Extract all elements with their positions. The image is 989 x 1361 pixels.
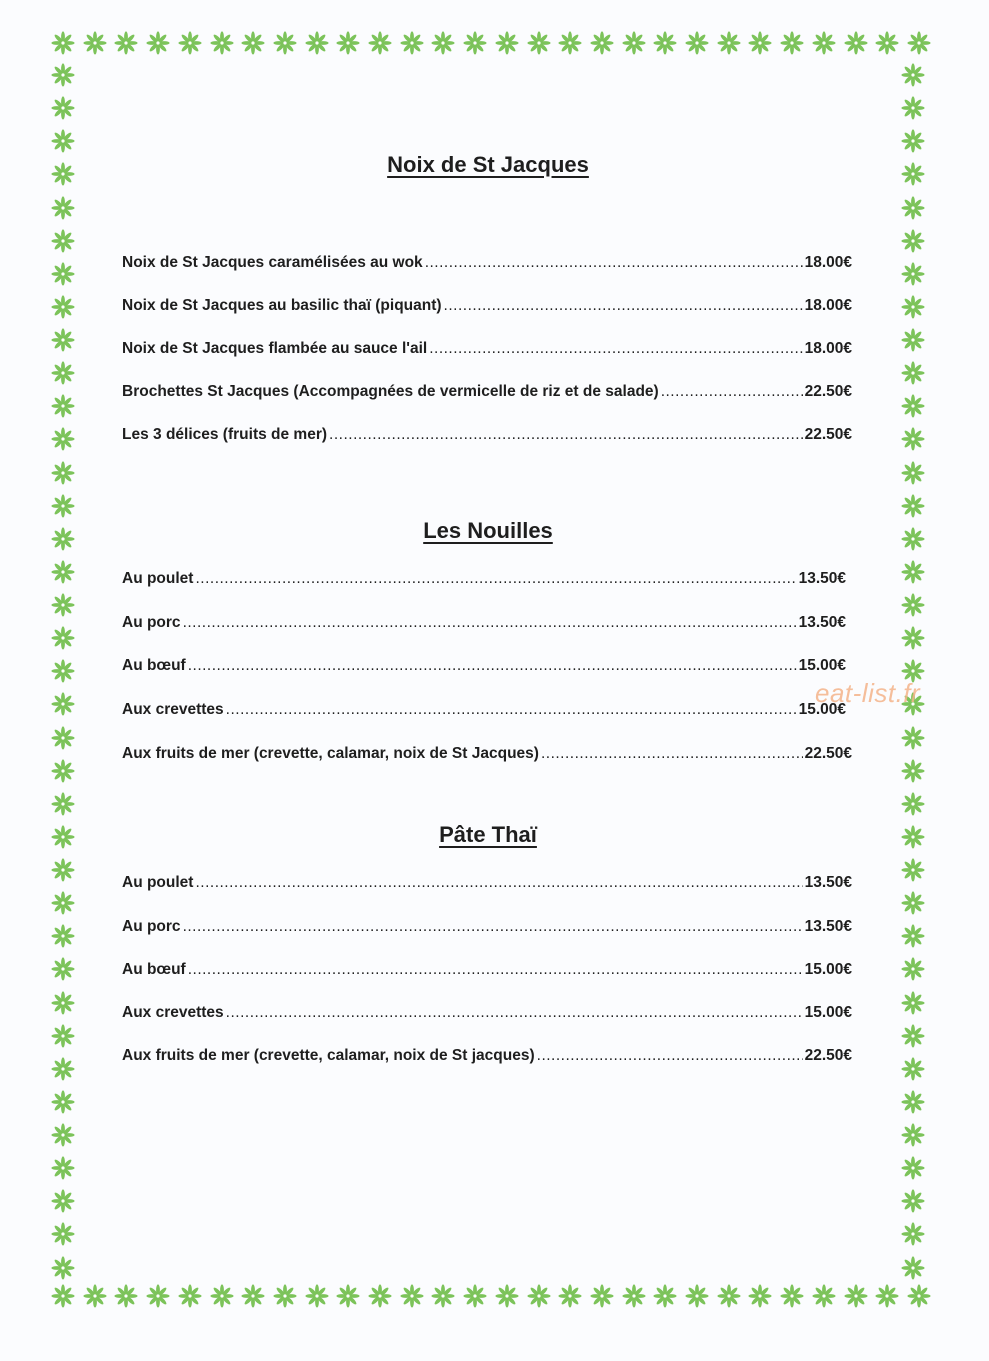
- flower-icon: [900, 294, 926, 320]
- flower-icon: [900, 1089, 926, 1115]
- flower-icon: [494, 1283, 520, 1309]
- flower-icon: [874, 30, 900, 56]
- border-top: [50, 30, 932, 60]
- flower-icon: [874, 1283, 900, 1309]
- flower-icon: [50, 360, 76, 386]
- leader-dots: [329, 426, 803, 444]
- item-price: 15.00€: [804, 961, 852, 978]
- flower-icon: [900, 195, 926, 221]
- item-name: Au bœuf: [122, 657, 186, 674]
- item-name: Aux fruits de mer (crevette, calamar, noix de St Jacques): [122, 745, 539, 762]
- leader-dots: [226, 1004, 803, 1022]
- flower-icon: [50, 1122, 76, 1148]
- item-price: 22.50€: [804, 745, 852, 762]
- flower-icon: [779, 30, 805, 56]
- flower-icon: [50, 625, 76, 651]
- flower-icon: [900, 95, 926, 121]
- item-name: Noix de St Jacques caramélisées au wok: [122, 254, 423, 271]
- flower-icon: [82, 30, 108, 56]
- item-price: 15.00€: [798, 657, 846, 674]
- flower-icon: [50, 791, 76, 817]
- flower-icon: [50, 691, 76, 717]
- leader-dots: [429, 340, 802, 358]
- flower-icon: [50, 1255, 76, 1281]
- flower-icon: [50, 95, 76, 121]
- flower-icon: [900, 890, 926, 916]
- flower-icon: [906, 30, 932, 56]
- leader-dots: [537, 1047, 803, 1065]
- menu-item: [122, 961, 852, 979]
- menu-item: [122, 1047, 852, 1065]
- leader-dots: [195, 874, 802, 892]
- flower-icon: [843, 30, 869, 56]
- item-price: 13.50€: [798, 570, 846, 587]
- section-title-les-nouilles: Les Nouilles: [423, 518, 553, 543]
- flower-icon: [113, 30, 139, 56]
- flower-icon: [82, 1283, 108, 1309]
- leader-dots: [188, 657, 797, 675]
- flower-icon: [367, 30, 393, 56]
- flower-icon: [50, 1056, 76, 1082]
- flower-icon: [900, 1122, 926, 1148]
- flower-icon: [335, 30, 361, 56]
- flower-icon: [526, 1283, 552, 1309]
- flower-icon: [900, 625, 926, 651]
- flower-icon: [900, 1221, 926, 1247]
- flower-icon: [900, 1255, 926, 1281]
- flower-icon: [50, 1283, 76, 1309]
- flower-icon: [272, 1283, 298, 1309]
- leader-dots: [444, 297, 803, 315]
- flower-icon: [900, 592, 926, 618]
- flower-icon: [335, 1283, 361, 1309]
- leader-dots: [195, 570, 796, 588]
- section-title-pate-thai: Pâte Thaï: [439, 822, 537, 847]
- flower-icon: [747, 30, 773, 56]
- flower-icon: [900, 228, 926, 254]
- flower-icon: [900, 360, 926, 386]
- item-name: Noix de St Jacques au basilic thaï (piquant): [122, 297, 442, 314]
- item-name: Au porc: [122, 918, 181, 935]
- flower-icon: [811, 1283, 837, 1309]
- flower-icon: [50, 228, 76, 254]
- flower-icon: [900, 1155, 926, 1181]
- flower-icon: [716, 30, 742, 56]
- menu-item: [122, 918, 852, 936]
- flower-icon: [900, 1188, 926, 1214]
- flower-icon: [50, 1089, 76, 1115]
- item-name: Au bœuf: [122, 961, 186, 978]
- flower-icon: [50, 1155, 76, 1181]
- flower-icon: [50, 30, 76, 56]
- flower-icon: [462, 1283, 488, 1309]
- flower-icon: [526, 30, 552, 56]
- flower-icon: [50, 890, 76, 916]
- flower-icon: [900, 1056, 926, 1082]
- flower-icon: [50, 857, 76, 883]
- flower-icon: [50, 493, 76, 519]
- flower-icon: [50, 990, 76, 1016]
- flower-icon: [113, 1283, 139, 1309]
- flower-icon: [900, 261, 926, 287]
- item-name: Brochettes St Jacques (Accompagnées de vermicelle de riz et de salade): [122, 383, 659, 400]
- item-price: 15.00€: [798, 701, 846, 718]
- menu-item: [122, 570, 846, 588]
- flower-icon: [50, 261, 76, 287]
- flower-icon: [50, 1188, 76, 1214]
- flower-icon: [900, 857, 926, 883]
- flower-icon: [906, 1283, 932, 1309]
- flower-icon: [50, 592, 76, 618]
- leader-dots: [183, 614, 797, 632]
- flower-icon: [900, 791, 926, 817]
- leader-dots: [226, 701, 797, 719]
- item-price: 22.50€: [804, 1047, 852, 1064]
- item-name: Au poulet: [122, 874, 194, 891]
- flower-icon: [50, 923, 76, 949]
- flower-icon: [50, 1023, 76, 1049]
- flower-icon: [652, 1283, 678, 1309]
- section-title-noix-de-st-jacques: Noix de St Jacques: [387, 152, 589, 177]
- item-price: 18.00€: [804, 340, 852, 357]
- item-name: Aux crevettes: [122, 1004, 224, 1021]
- menu-item: [122, 254, 852, 272]
- flower-icon: [684, 30, 710, 56]
- item-name: Aux crevettes: [122, 701, 224, 718]
- item-price: 22.50€: [804, 426, 852, 443]
- menu-item: [122, 701, 846, 719]
- border-right: [900, 62, 930, 1281]
- flower-icon: [50, 758, 76, 784]
- flower-icon: [900, 725, 926, 751]
- flower-icon: [50, 426, 76, 452]
- leader-dots: [188, 961, 803, 979]
- menu-item: [122, 745, 852, 763]
- flower-icon: [272, 30, 298, 56]
- flower-icon: [684, 1283, 710, 1309]
- flower-icon: [50, 460, 76, 486]
- flower-icon: [589, 30, 615, 56]
- flower-icon: [50, 195, 76, 221]
- flower-icon: [240, 1283, 266, 1309]
- flower-icon: [900, 559, 926, 585]
- flower-icon: [900, 62, 926, 88]
- flower-icon: [557, 1283, 583, 1309]
- item-name: Les 3 délices (fruits de mer): [122, 426, 328, 443]
- flower-icon: [50, 294, 76, 320]
- item-name: Au poulet: [122, 570, 194, 587]
- flower-icon: [50, 62, 76, 88]
- flower-icon: [145, 1283, 171, 1309]
- item-price: 18.00€: [804, 297, 852, 314]
- item-name: Aux fruits de mer (crevette, calamar, noix de St jacques): [122, 1047, 535, 1064]
- flower-icon: [589, 1283, 615, 1309]
- leader-dots: [425, 254, 803, 272]
- flower-icon: [900, 758, 926, 784]
- flower-icon: [747, 1283, 773, 1309]
- menu-item: [122, 874, 852, 892]
- item-price: 18.00€: [804, 254, 852, 271]
- flower-icon: [716, 1283, 742, 1309]
- flower-icon: [240, 30, 266, 56]
- flower-icon: [50, 1221, 76, 1247]
- leader-dots: [661, 383, 803, 401]
- flower-icon: [900, 128, 926, 154]
- watermark-text: eat-list.fr: [815, 678, 921, 708]
- flower-icon: [50, 725, 76, 751]
- flower-icon: [50, 393, 76, 419]
- flower-icon: [900, 327, 926, 353]
- flower-icon: [50, 956, 76, 982]
- flower-icon: [145, 30, 171, 56]
- flower-icon: [367, 1283, 393, 1309]
- menu-item: [122, 340, 852, 358]
- menu-item: [122, 383, 852, 401]
- flower-icon: [50, 128, 76, 154]
- flower-icon: [209, 30, 235, 56]
- flower-icon: [177, 30, 203, 56]
- flower-icon: [900, 460, 926, 486]
- leader-dots: [183, 918, 803, 936]
- flower-icon: [652, 30, 678, 56]
- flower-icon: [811, 30, 837, 56]
- flower-icon: [621, 30, 647, 56]
- flower-icon: [900, 426, 926, 452]
- flower-icon: [621, 1283, 647, 1309]
- flower-icon: [900, 393, 926, 419]
- border-bottom: [50, 1283, 932, 1313]
- flower-icon: [304, 30, 330, 56]
- leader-dots: [541, 745, 803, 763]
- flower-icon: [50, 559, 76, 585]
- flower-icon: [494, 30, 520, 56]
- border-left: [50, 62, 80, 1281]
- flower-icon: [900, 493, 926, 519]
- flower-icon: [430, 1283, 456, 1309]
- flower-icon: [900, 990, 926, 1016]
- flower-icon: [399, 1283, 425, 1309]
- item-price: 15.00€: [804, 1004, 852, 1021]
- menu-item: [122, 426, 852, 444]
- item-price: 22.50€: [804, 383, 852, 400]
- item-price: 13.50€: [804, 918, 852, 935]
- item-price: 13.50€: [798, 614, 846, 631]
- flower-icon: [843, 1283, 869, 1309]
- item-price: 13.50€: [804, 874, 852, 891]
- item-name: Au porc: [122, 614, 181, 631]
- flower-icon: [399, 30, 425, 56]
- menu-item: [122, 1004, 852, 1022]
- item-name: Noix de St Jacques flambée au sauce l'ail: [122, 340, 428, 357]
- flower-icon: [900, 923, 926, 949]
- flower-icon: [209, 1283, 235, 1309]
- flower-icon: [462, 30, 488, 56]
- menu-item: [122, 614, 846, 632]
- menu-item: [122, 297, 852, 315]
- flower-icon: [779, 1283, 805, 1309]
- flower-icon: [900, 1023, 926, 1049]
- flower-icon: [430, 30, 456, 56]
- flower-icon: [900, 956, 926, 982]
- menu-item: [122, 657, 846, 675]
- flower-icon: [557, 30, 583, 56]
- flower-icon: [50, 658, 76, 684]
- flower-icon: [50, 327, 76, 353]
- flower-icon: [177, 1283, 203, 1309]
- flower-icon: [304, 1283, 330, 1309]
